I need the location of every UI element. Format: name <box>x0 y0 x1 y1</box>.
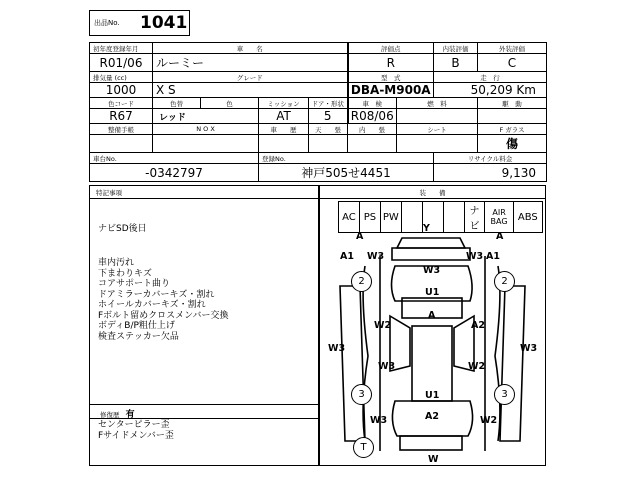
mark-a2: A2 <box>471 320 485 331</box>
model-code: DBA-M900A <box>348 83 434 98</box>
mark-y: Y <box>423 223 430 234</box>
wheel-circle: 3 <box>351 384 372 405</box>
header-drive: 駆 動 <box>478 98 547 109</box>
mark-a1: A1 <box>486 251 500 262</box>
front-glass: 傷 <box>478 135 547 153</box>
header-score: 評価点 <box>348 43 434 54</box>
mark-w3: W3 <box>328 343 346 354</box>
mark-a1: A1 <box>340 251 354 262</box>
repair-item: Fサイドメンバー歪 <box>98 430 174 441</box>
grade: X S <box>153 83 348 98</box>
header-chassis-number: 車台No. <box>90 153 259 164</box>
wheel-circle: 3 <box>494 384 515 405</box>
mark-w2: W2 <box>480 415 498 426</box>
recycle-fee: 9,130 <box>434 164 547 182</box>
header-transmission: ミッション <box>259 98 309 109</box>
header-interior-trim: 内 張 <box>348 124 397 135</box>
maintenance-book <box>90 135 153 153</box>
header-model: 型 式 <box>348 72 434 83</box>
equip-ac: AC <box>339 202 360 233</box>
history <box>259 135 309 153</box>
header-nox: N O X <box>153 124 259 135</box>
mark-w3: W3 <box>423 265 441 276</box>
mark-w3: W3 <box>370 415 388 426</box>
color: レッド <box>153 109 259 124</box>
header-maintenance-book: 整備手帳 <box>90 124 153 135</box>
displacement: 1000 <box>90 83 153 98</box>
note-item: 検査ステッカー欠品 <box>98 331 179 342</box>
mark-u1: U1 <box>425 390 440 401</box>
drive <box>478 109 547 124</box>
equip-abs: ABS <box>513 202 542 233</box>
seat <box>397 135 478 153</box>
header-recycle-fee: リサイクル料金 <box>434 153 547 164</box>
header-exterior-grade: 外装評価 <box>478 43 547 54</box>
header-car-name: 車 名 <box>153 43 348 54</box>
interior-trim <box>348 135 397 153</box>
mark-u1: U1 <box>425 287 440 298</box>
header-registration-number: 登録No. <box>259 153 434 164</box>
mileage: 50,209 Km <box>434 83 547 98</box>
special-notes-label: 特記事項 <box>96 189 122 197</box>
doors: 5 <box>309 109 348 124</box>
note-item: コアサポート曲り <box>98 279 171 289</box>
header-first-registration: 初年度登録年月 <box>90 43 153 54</box>
mark-a: A <box>496 231 504 242</box>
vehicle-info-table <box>89 42 547 182</box>
mark-w3: W3 <box>367 251 385 262</box>
equip-airbag: AIR BAG <box>485 202 513 233</box>
header-color-code: 色コード <box>90 98 153 109</box>
color-code: R67 <box>90 109 153 124</box>
header-color: 色 <box>201 98 259 109</box>
note-item: 車内汚れ <box>98 258 135 268</box>
first-registration: R01/06 <box>90 54 153 72</box>
note-item: ドアミラーカバーキズ・割れ <box>98 289 215 300</box>
mark-w3: W3 <box>520 343 538 354</box>
header-grade: グレード <box>153 72 348 83</box>
mark-w2: W2 <box>374 320 392 331</box>
note-item: ホイールカバーキズ・割れ <box>98 300 206 310</box>
header-inspection: 車 検 <box>348 98 397 109</box>
lot-number: 1041 <box>140 13 188 33</box>
header-displacement: 排気量 (cc) <box>90 72 153 83</box>
note-item: Fボルト留めクロスメンバー交換 <box>98 310 229 321</box>
mark-w3: W3 <box>466 251 484 262</box>
equipment-diagram-panel <box>319 185 546 466</box>
fuel <box>397 109 478 124</box>
equip-pw: PW <box>380 202 401 233</box>
repair-history-value: 有 <box>125 410 135 420</box>
header-interior-grade: 内装評価 <box>434 43 478 54</box>
special-notes-list <box>98 258 229 342</box>
mark-a2: A2 <box>425 411 439 422</box>
nox <box>153 135 259 153</box>
nav-note: ナビSD後日 <box>98 224 147 234</box>
header-color-change: 色替 <box>153 98 201 109</box>
inspection-date: R08/06 <box>348 109 397 124</box>
registration-number: 神戸505せ4451 <box>259 164 434 182</box>
note-item: ボディB/P粗仕上げ <box>98 321 175 331</box>
mark-w: W <box>428 454 439 465</box>
exterior-grade: C <box>478 54 547 72</box>
note-item: 下まわりキズ <box>98 268 152 279</box>
lot-label: 出品No. <box>94 19 120 27</box>
header-mileage: 走 行 <box>434 72 547 83</box>
header-front-glass: F ガラス <box>478 124 547 135</box>
interior-grade: B <box>434 54 478 72</box>
car-damage-diagram <box>320 226 545 466</box>
headliner <box>309 135 348 153</box>
header-doors: ドア・形状 <box>309 98 348 109</box>
mark-w2: W2 <box>468 361 486 372</box>
equip-ps: PS <box>359 202 380 233</box>
wheel-circle: 2 <box>494 271 515 292</box>
mark-a: A <box>356 231 364 242</box>
repair-label-text: 修復歴 <box>100 411 120 419</box>
header-seat: シート <box>397 124 478 135</box>
equipment-label: 装 備 <box>419 189 446 197</box>
mark-w3: W3 <box>378 361 396 372</box>
repair-notes-list <box>98 420 174 441</box>
equip-navi: ナビ <box>464 202 485 233</box>
transmission: AT <box>259 109 309 124</box>
header-headliner: 天 張 <box>309 124 348 135</box>
score: R <box>348 54 434 72</box>
header-fuel: 燃 料 <box>397 98 478 109</box>
lot-number-box <box>89 10 190 36</box>
header-history: 車 歴 <box>259 124 309 135</box>
notes-panel <box>89 185 319 466</box>
repair-item: センターピラー歪 <box>98 420 170 430</box>
mark-a: A <box>428 310 436 321</box>
spare-tire-circle: T <box>353 437 374 458</box>
wheel-circle: 2 <box>351 271 372 292</box>
chassis-number: -0342797 <box>90 164 259 182</box>
car-name: ルーミー <box>153 54 348 72</box>
